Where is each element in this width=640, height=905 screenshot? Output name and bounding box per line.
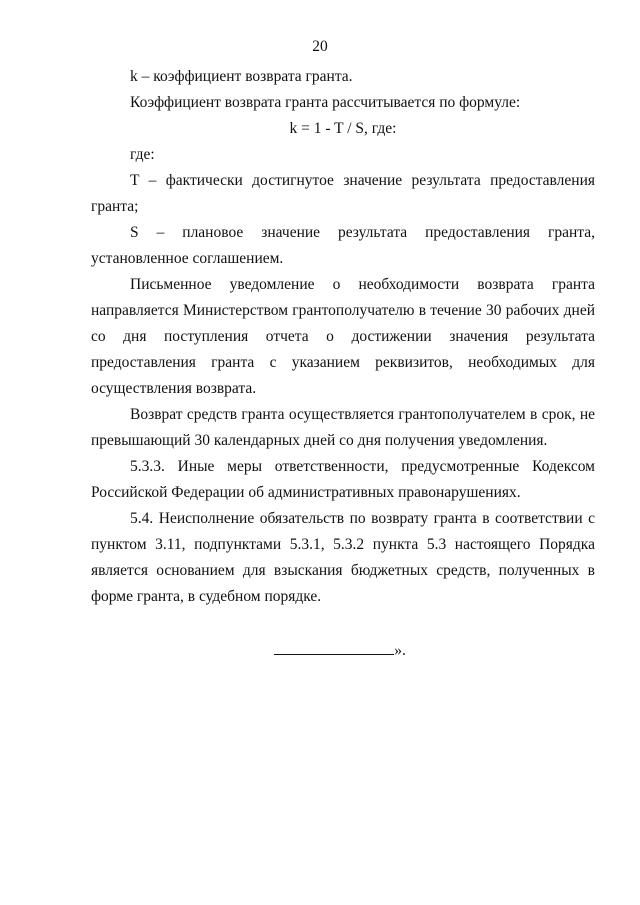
paragraph-s-definition: S – плановое значение результата предоставления гранта, установленное соглашением. bbox=[91, 224, 595, 267]
signature-underline bbox=[274, 640, 394, 655]
paragraph-notification: Письменное уведомление о необходимости возврата гранта направляется Министерством грантополучателю в течение 30 рабочих дней со дня поступления отчета о достижении значения результата предоставления гранта с указанием реквизитов, необходимых для осуществления возврата. bbox=[91, 276, 595, 397]
paragraph-k-definition: k – коэффициент возврата гранта. bbox=[130, 68, 353, 85]
formula: k = 1 - T / S, где: bbox=[289, 120, 397, 137]
closing-line bbox=[0, 640, 640, 660]
paragraph-t-definition: T – фактически достигнутое значение результата предоставления гранта; bbox=[91, 172, 595, 215]
closing-quote: ». bbox=[394, 642, 406, 659]
paragraph-refund-term: Возврат средств гранта осуществляется грантополучателем в срок, не превышающий 30 календарных дней со дня получения уведомления. bbox=[91, 406, 595, 449]
paragraph-5-3-3: 5.3.3. Иные меры ответственности, предусмотренные Кодексом Российской Федерации об административных правонарушениях. bbox=[91, 458, 595, 501]
paragraph-formula-intro: Коэффициент возврата гранта рассчитывается по формуле: bbox=[130, 94, 521, 111]
paragraph-5-4: 5.4. Неисполнение обязательств по возврату гранта в соответствии с пунктом 3.11, подпунктами 5.3.1, 5.3.2 пункта 5.3 настоящего Порядка является основанием для взыскания бюджетных средств, полученных в форме гранта, в судебном порядке. bbox=[91, 510, 595, 605]
document-body bbox=[91, 64, 595, 610]
paragraph-where: где: bbox=[130, 146, 155, 163]
page-number: 20 bbox=[312, 38, 328, 55]
